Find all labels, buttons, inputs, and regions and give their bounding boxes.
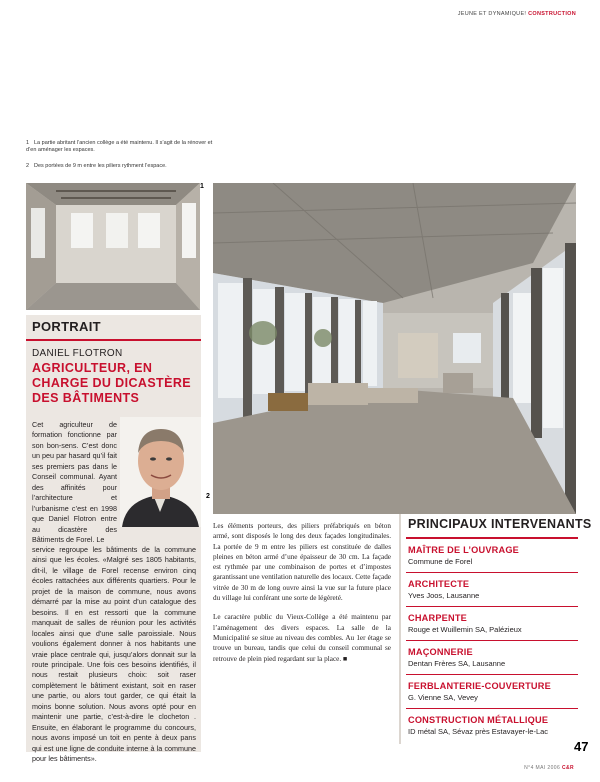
portrait-photo-graphic [120,417,201,527]
page-footer [524,765,574,771]
intervenant-divider [406,708,578,709]
portrait-text-full: service regroupe les bâtiments de la commune ainsi que les écoles. «Malgré ses 1805 habitants, dit-il, le village de Forel recense environ cinq écoles rattachées aux différents quartiers. Pour le projet de la maison de commune, nous avons démarré par la mise au point d’un catalogue des besoins. Il en est ressorti que la commune manquait de salles de réunion pour les activités locales ainsi que d’une salle paroissiale. Nous voulions également donner à nos habitants une vraie place centrale qui, jusqu’alors donnait sur la route principale. Une fois ces besoins identifiés, il nous restait plusieurs choix: soit raser complètement le bâtiment existant, soit en raser une partie, ou alors tout garder, ce qui était la moins bonne solution. Nous avons opté pour en maintenir une partie, c’est-à-dire le clocheton . Ensuite, en élaborant le programme du concours, nous avons imposé un toit en pente à deux pans qui est une ligne de conduite interne à la commune pour les bâtiments». [32,545,196,764]
intervenant-role: FERBLANTERIE-COUVERTURE [408,681,551,691]
intervenant-divider [406,606,578,607]
intervenant-role: CHARPENTE [408,613,467,623]
caption-number: 1 [26,140,30,146]
photo-old-college-interior [26,183,200,310]
intervenant-item [408,579,576,601]
intervenant-role: CONSTRUCTION MÉTALLIQUE [408,715,549,725]
photo-1-number: 1 [200,183,204,190]
intervenant-name: ID métal SA, Sévaz près Estavayer-le-Lac [408,727,549,736]
intervenant-name: Commune de Forel [408,557,473,566]
intervenant-role: MAÎTRE DE L’OUVRAGE [408,545,519,555]
caption-text: La partie abritant l’ancien collège a été maintenu. Il s’agit de la rénover et d’en aménager les espaces. [26,140,213,153]
portrait-photo [120,417,201,527]
photo-construction-interior [213,183,576,514]
photo-2-number: 2 [206,493,210,500]
running-header [458,11,576,17]
portrait-name: DANIEL FLOTRON [32,348,123,359]
portrait-headline: AGRICULTEUR, EN CHARGE DU DICASTÈRE DES BÂTIMENTS [32,361,191,405]
article-body [213,521,391,664]
intervenant-item [408,545,576,567]
caption-number: 2 [26,163,30,169]
intervenant-name: Yves Joos, Lausanne [408,591,480,600]
intervenant-name: Rouge et Wuillemin SA, Palézieux [408,625,522,634]
intervenant-divider [406,572,578,573]
intervenant-divider [406,640,578,641]
caption-2 [26,163,216,170]
intervenants-title-rule [406,537,578,539]
portrait-text-wrapped: Cet agriculteur de formation fonctionne par son bon-sens. C’est donc un peu par hasard qu’il fait ses premiers pas dans le Conseil communal. Ayant des affinités pour l’architecture et l’urbanisme c’est en 1998 que Daniel Flotron entre au dicastère des Bâtiments de Forel. Le [32,420,117,544]
intervenant-role: MAÇONNERIE [408,647,473,657]
footer-issue: N°4 MAI 2006 [524,765,561,771]
page-number: 47 [574,739,589,754]
intervenants-title: PRINCIPAUX INTERVENANTS [408,517,592,531]
header-section: CONSTRUCTION [528,11,576,17]
intervenant-item [408,647,576,669]
portrait-heading: PORTRAIT [32,319,101,334]
footer-brand: C&R [561,765,574,771]
intervenant-divider [406,674,578,675]
photo-old-college-graphic [26,183,200,310]
article-paragraph-2: Le caractère public du Vieux-Collège a été maintenu par l’aménagement des divers espaces. La salle de la Municipalité se situe au niveau des combles. Au 1er étage se trouve un bureau, tandis que celui du conseil communal se retrouve de plein pied regardant sur la place. ■ [213,613,391,663]
intervenant-item [408,681,576,703]
intervenant-item [408,715,576,737]
caption-text: Des portées de 9 m entre les piliers rythment l’espace. [34,163,167,169]
header-prefix: JEUNE ET DYNAMIQUE! [457,11,527,17]
caption-1 [26,140,216,154]
intervenant-name: G. Vienne SA, Vevey [408,693,478,702]
intervenant-name: Dentan Frères SA, Lausanne [408,659,506,668]
intervenant-role: ARCHITECTE [408,579,470,589]
photo-construction-graphic [213,183,576,514]
intervenant-item [408,613,576,635]
article-paragraph-1: Les éléments porteurs, des piliers préfabriqués en béton armé, sont disposés le long des deux façades longitudinales. La portée de 9 m entre les piliers est constituée de dalles pleines en béton armé d’une épaisseur de 30 cm. La façade est rythmée par une combinaison de portes et d’impostes garantissant une ventilation naturelle des locaux. Cette façade vitrée de 30 m de long ouvre ainsi la vue sur la future place du village lui conférant une sorte de légèreté. [213,522,391,603]
